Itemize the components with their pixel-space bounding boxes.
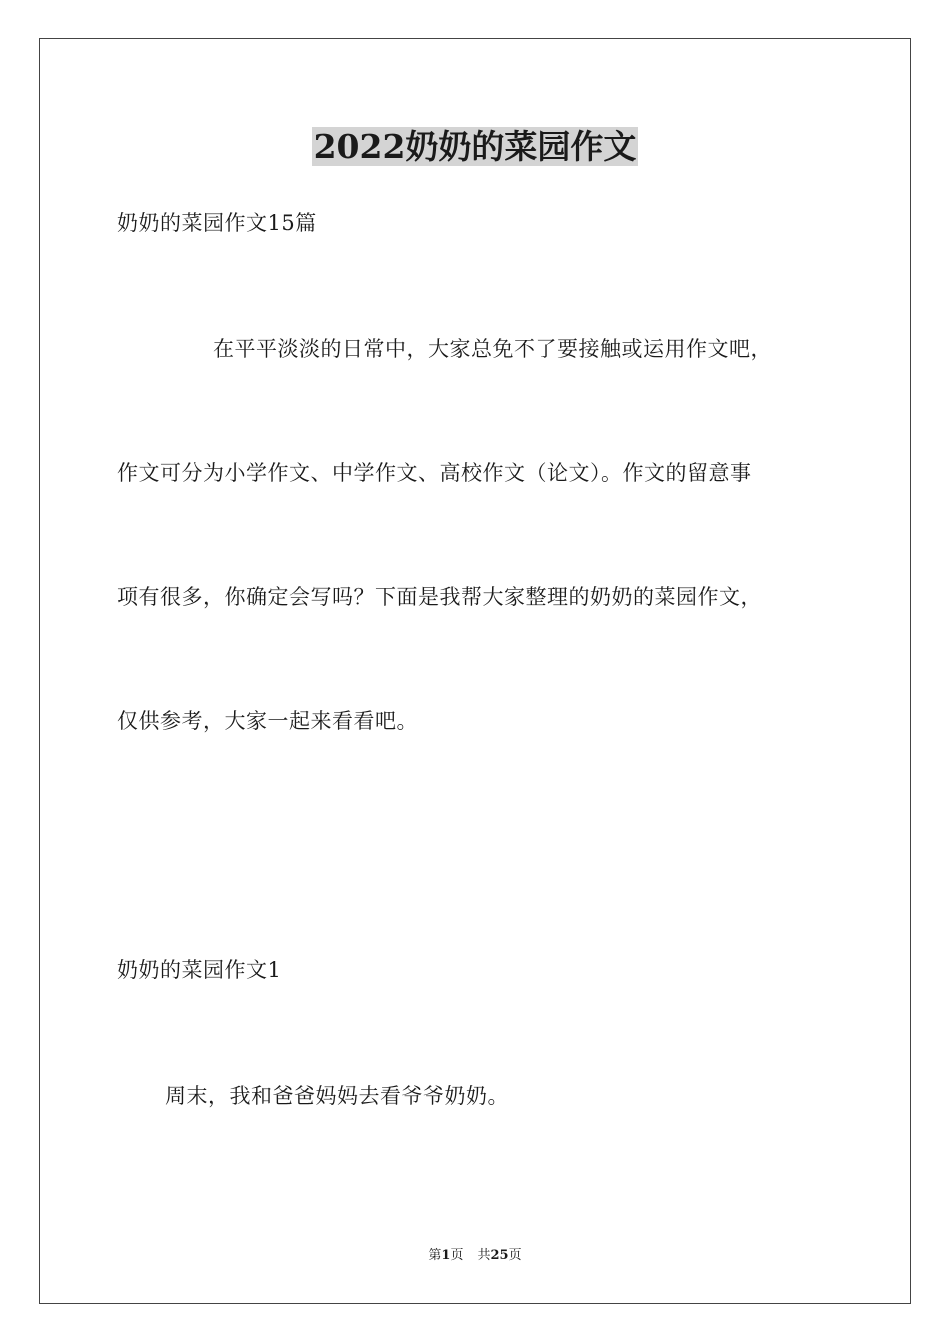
footer-total-prefix: 共 xyxy=(477,1248,491,1263)
section-heading: 奶奶的菜园作文1 xyxy=(117,958,282,982)
intro-line-2: 作文可分为小学作文、中学作文、高校作文（论文）。作文的留意事 xyxy=(117,461,752,485)
section-line-1: 周末，我和爸爸妈妈去看爷爷奶奶。 xyxy=(165,1084,509,1108)
document-title-text: 2022奶奶的菜园作文 xyxy=(313,127,637,166)
footer-page-suffix: 页 xyxy=(450,1248,464,1263)
page-footer xyxy=(0,1247,950,1265)
intro-line-3: 项有很多，你确定会写吗？下面是我帮大家整理的奶奶的菜园作文， xyxy=(117,585,762,609)
document-subtitle: 奶奶的菜园作文15篇 xyxy=(117,211,317,235)
intro-line-1: 在平平淡淡的日常中，大家总免不了要接触或运用作文吧， xyxy=(213,337,772,361)
footer-page-current: 1 xyxy=(441,1248,451,1263)
document-title xyxy=(0,124,950,170)
footer-total-suffix: 页 xyxy=(508,1248,522,1263)
footer-page-total: 25 xyxy=(490,1248,509,1263)
intro-line-4: 仅供参考，大家一起来看看吧。 xyxy=(117,709,418,733)
footer-page-prefix: 第 xyxy=(428,1248,442,1263)
